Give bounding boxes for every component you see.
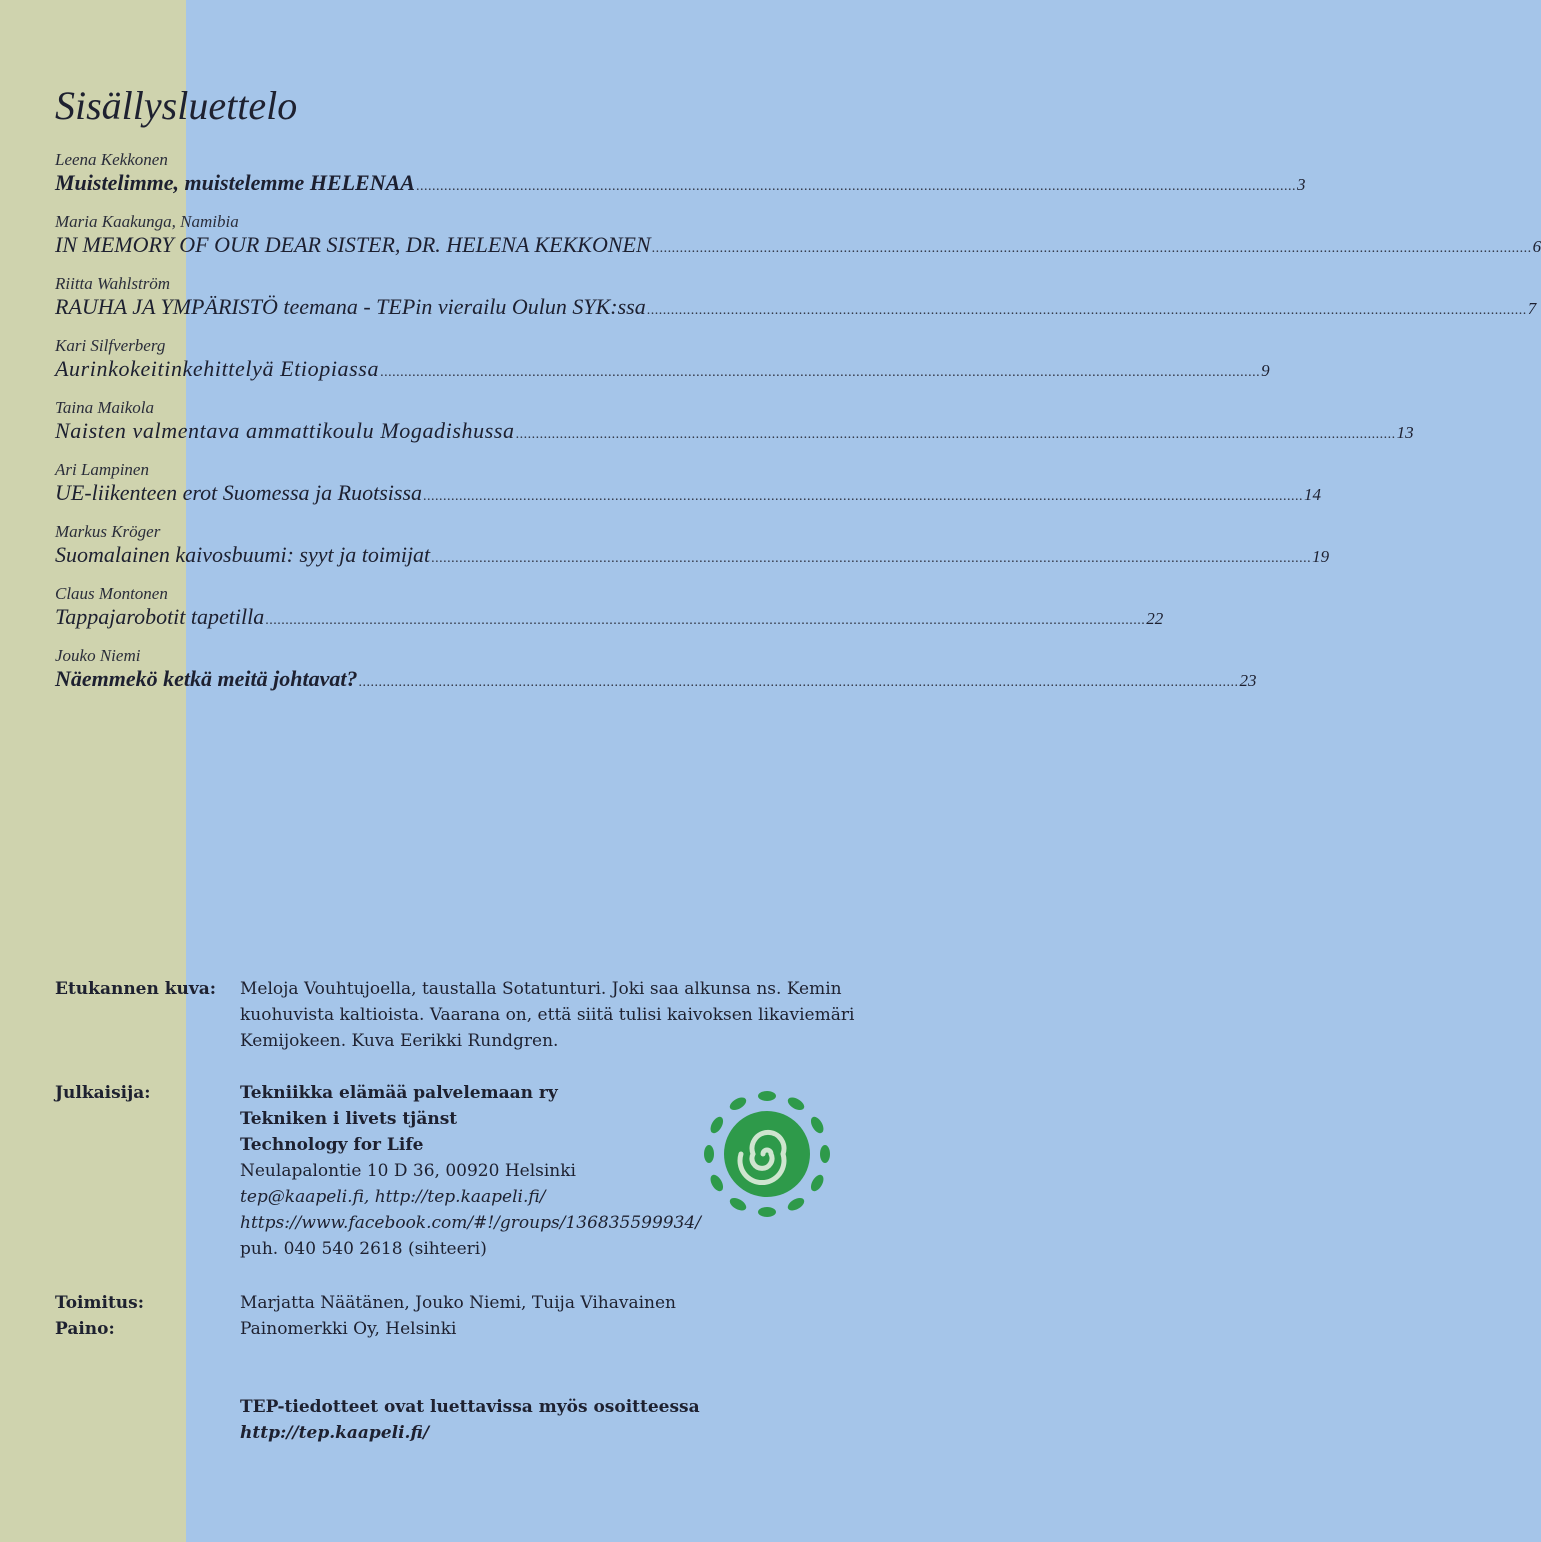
footer-link[interactable]: http://tep.kaapeli.fi/ bbox=[240, 1423, 430, 1443]
toc-heading: Muistelimme, muistelemme HELENAA bbox=[55, 170, 415, 195]
logo-ray bbox=[820, 1145, 830, 1163]
toc-author: Taina Maikola bbox=[55, 398, 155, 417]
toc-leader-dots: ............................................................................................................................................................................................................................ bbox=[646, 303, 1527, 318]
logo-ray bbox=[708, 1173, 726, 1194]
toc-heading: Aurinkokeitinkehittelyä Etiopiassa bbox=[55, 356, 380, 381]
toc-line bbox=[55, 666, 1257, 692]
toc-line bbox=[55, 604, 1164, 630]
logo-ray bbox=[808, 1173, 826, 1194]
toc-line bbox=[55, 170, 1306, 196]
toc-leader-dots: ............................................................................................................................................................................................................................ bbox=[265, 613, 1146, 628]
logo-ray bbox=[728, 1095, 749, 1113]
toc-entry bbox=[55, 522, 1330, 584]
logo-ray bbox=[786, 1095, 807, 1113]
logo-ray bbox=[704, 1145, 714, 1163]
logo-ray bbox=[728, 1195, 749, 1213]
footer-text bbox=[240, 1394, 850, 1446]
toc-entry bbox=[55, 150, 1306, 212]
publisher-name-fi: Tekniikka elämää palvelemaan ry bbox=[240, 1083, 558, 1103]
cover-line: Kemijokeen. Kuva Eerikki Rundgren. bbox=[240, 1031, 559, 1051]
toc-entry bbox=[55, 398, 1414, 460]
toc-entry bbox=[55, 646, 1257, 708]
logo-ray bbox=[708, 1115, 726, 1136]
publisher-address: Neulapalontie 10 D 36, 00920 Helsinki bbox=[240, 1161, 576, 1181]
publisher-name-sv: Tekniken i livets tjänst bbox=[240, 1109, 458, 1129]
toc-entry bbox=[55, 584, 1164, 646]
logo-ray bbox=[758, 1091, 776, 1101]
page-title: Sisällysluettelo bbox=[55, 83, 298, 128]
toc-line bbox=[55, 542, 1330, 568]
editors-label: Toimitus: bbox=[55, 1293, 145, 1313]
toc-line bbox=[55, 418, 1414, 444]
publisher-label: Julkaisija: bbox=[55, 1083, 151, 1103]
toc-line bbox=[55, 232, 1541, 258]
toc-author: Ari Lampinen bbox=[55, 460, 149, 479]
toc-leader-dots: ............................................................................................................................................................................................................................ bbox=[515, 427, 1396, 442]
cover-line: Meloja Vouhtujoella, taustalla Sotatunturi. Joki saa alkunsa ns. Kemin bbox=[240, 979, 842, 999]
print-value: Painomerkki Oy, Helsinki bbox=[240, 1319, 457, 1339]
print-label: Paino: bbox=[55, 1319, 115, 1339]
publisher-email-web[interactable]: tep@kaapeli.fi, http://tep.kaapeli.fi/ bbox=[240, 1187, 546, 1207]
tep-sun-logo-icon bbox=[700, 1082, 834, 1222]
table-of-contents bbox=[55, 150, 1541, 708]
print-house bbox=[240, 1316, 850, 1342]
toc-page-number: 13 bbox=[1396, 423, 1414, 442]
toc-page-number: 19 bbox=[1312, 547, 1330, 566]
toc-author: Claus Montonen bbox=[55, 584, 168, 603]
publisher-phone: puh. 040 540 2618 (sihteeri) bbox=[240, 1239, 487, 1259]
toc-page-number: 22 bbox=[1146, 609, 1164, 628]
toc-page-number: 14 bbox=[1304, 485, 1322, 504]
toc-heading: UE-liikenteen erot Suomessa ja Ruotsissa bbox=[55, 480, 423, 505]
logo-ray bbox=[758, 1207, 776, 1217]
toc-leader-dots: ............................................................................................................................................................................................................................ bbox=[651, 241, 1532, 256]
toc-heading: IN MEMORY OF OUR DEAR SISTER, DR. HELENA KEKKONEN bbox=[55, 232, 651, 257]
toc-entry bbox=[55, 336, 1270, 398]
toc-leader-dots: ............................................................................................................................................................................................................................ bbox=[358, 675, 1239, 690]
toc-entry bbox=[55, 460, 1322, 522]
cover-description bbox=[240, 976, 855, 1054]
editors-names bbox=[240, 1290, 850, 1316]
toc-author: Markus Kröger bbox=[55, 522, 161, 541]
toc-author: Leena Kekkonen bbox=[55, 150, 168, 169]
toc-line bbox=[55, 294, 1537, 320]
toc-heading: Naisten valmentava ammattikoulu Mogadishussa bbox=[55, 418, 515, 443]
logo-ray bbox=[786, 1195, 807, 1213]
toc-entry bbox=[55, 212, 1541, 274]
toc-heading: Tappajarobotit tapetilla bbox=[55, 604, 265, 629]
toc-author: Kari Silfverberg bbox=[55, 336, 166, 355]
toc-page-number: 23 bbox=[1239, 671, 1257, 690]
toc-heading: Suomalainen kaivosbuumi: syyt ja toimijat bbox=[55, 542, 431, 567]
logo-ray bbox=[808, 1115, 826, 1136]
footer-line: TEP-tiedotteet ovat luettavissa myös osoitteessa bbox=[240, 1397, 700, 1417]
toc-heading: RAUHA JA YMPÄRISTÖ teemana - TEPin vierailu Oulun SYK:ssa bbox=[55, 294, 646, 319]
toc-leader-dots: ............................................................................................................................................................................................................................ bbox=[431, 551, 1312, 566]
toc-heading: Näemmekö ketkä meitä johtavat? bbox=[55, 666, 358, 691]
toc-author: Maria Kaakunga, Namibia bbox=[55, 212, 239, 231]
cover-line: kuohuvista kaltioista. Vaarana on, että siitä tulisi kaivoksen likaviemäri bbox=[240, 1005, 855, 1025]
toc-author: Riitta Wahlström bbox=[55, 274, 171, 293]
toc-leader-dots: ............................................................................................................................................................................................................................ bbox=[380, 365, 1261, 380]
toc-entry bbox=[55, 274, 1537, 336]
publisher-facebook-link[interactable]: https://www.facebook.com/#!/groups/136835599934/ bbox=[240, 1213, 701, 1233]
toc-line bbox=[55, 356, 1270, 382]
toc-author: Jouko Niemi bbox=[55, 646, 141, 665]
editors-value: Marjatta Näätänen, Jouko Niemi, Tuija Vihavainen bbox=[240, 1293, 676, 1313]
toc-page-number: 3 bbox=[1296, 175, 1306, 194]
toc-leader-dots: ............................................................................................................................................................................................................................ bbox=[423, 489, 1304, 504]
cover-label: Etukannen kuva: bbox=[55, 979, 217, 999]
toc-page-number: 7 bbox=[1527, 299, 1537, 318]
toc-line bbox=[55, 480, 1322, 506]
toc-leader-dots: ............................................................................................................................................................................................................................ bbox=[415, 179, 1296, 194]
publisher-name-en: Technology for Life bbox=[240, 1135, 424, 1155]
toc-page-number: 6 bbox=[1532, 237, 1541, 256]
toc-page-number: 9 bbox=[1261, 361, 1270, 380]
